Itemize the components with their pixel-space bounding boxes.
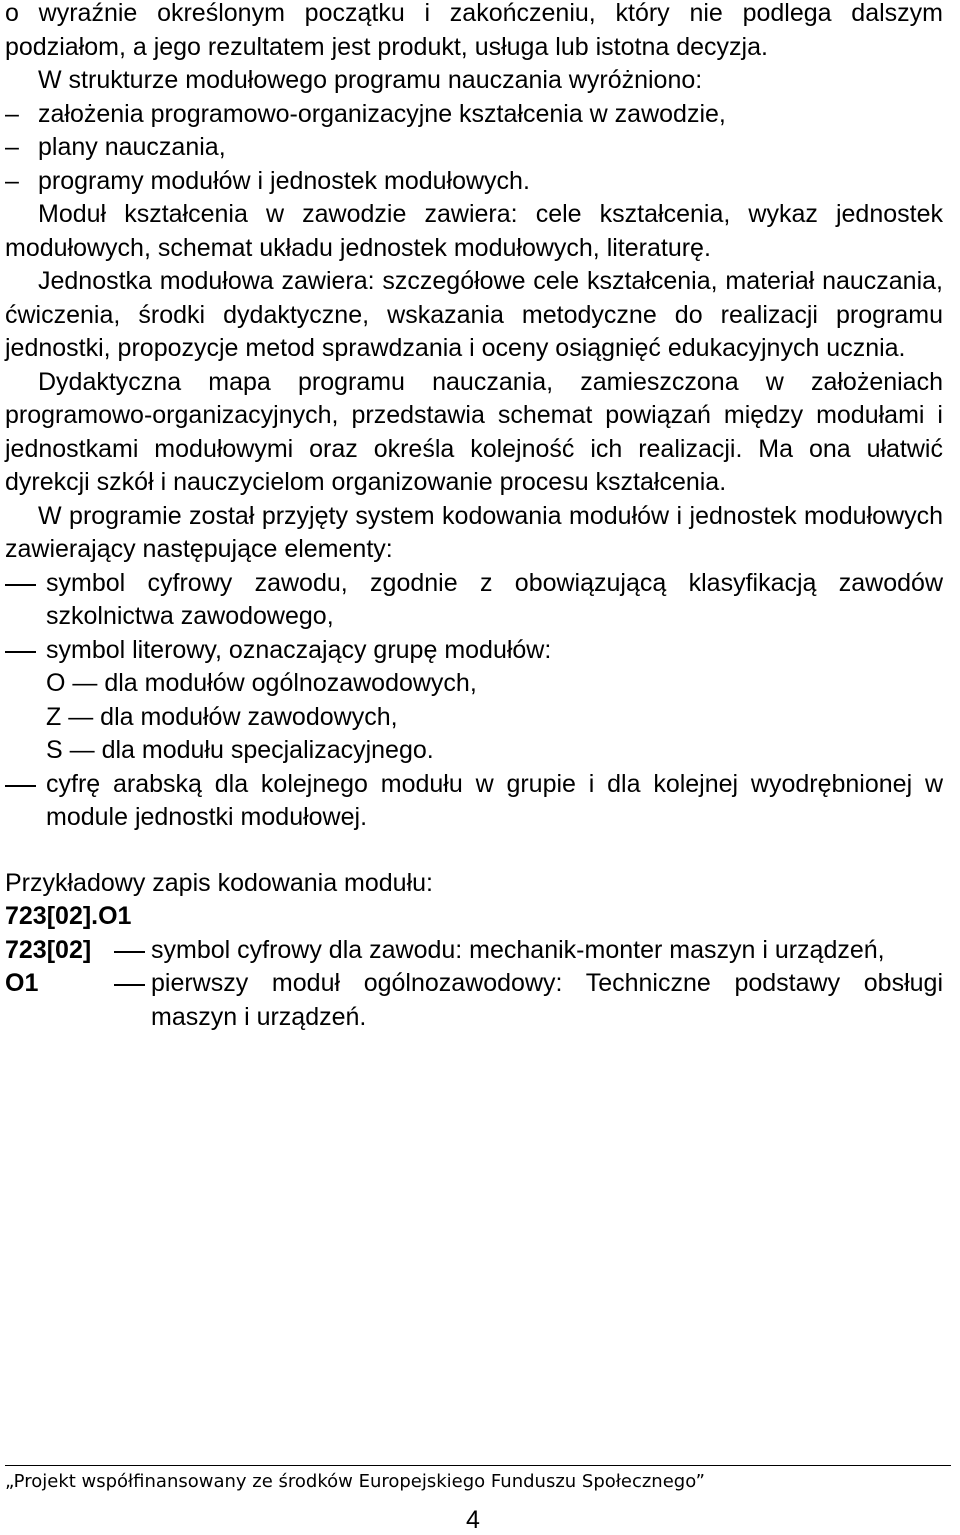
structure-item: – plany nauczania,	[5, 131, 943, 165]
example-row-key: 723[02]	[5, 935, 92, 964]
paragraph-didactic-map: Dydaktyczna mapa programu nauczania, zamieszczona w założeniach programowo-organizacyjnych, przedstawia schemat powiązań między modułami i jednostkami modułowymi oraz określa kolejność ich realizacji. Ma ona ułatwić dyrekcji szkół i nauczycielom organizowanie procesu kształcenia.	[5, 367, 943, 496]
example-intro: Przykładowy zapis kodowania modułu:	[5, 868, 433, 897]
example-code: 723[02].O1	[5, 902, 132, 930]
footer-text: „Projekt współfinansowany ze środków Europejskiego Funduszu Społecznego”	[5, 1471, 705, 1492]
example-row-text: symbol cyfrowy dla zawodu: mechanik-monter maszyn i urządzeń,	[151, 935, 885, 964]
dash-mark	[110, 967, 151, 1034]
page-footer	[5, 1465, 951, 1495]
example-row	[5, 934, 943, 968]
coding-item: cyfrę arabską dla kolejnego modułu w grupie i dla kolejnej wyodrębnionej w module jednostki modułowej.	[5, 768, 943, 835]
coding-item: symbol cyfrowy zawodu, zgodnie z obowiązującą klasyfikacją zawodów szkolnictwa zawodowego,	[5, 567, 943, 634]
spacer	[5, 835, 943, 867]
example-row-text: pierwszy moduł ogólnozawodowy: Techniczne podstawy obsługi maszyn i urządzeń.	[151, 969, 943, 1031]
structure-item: – założenia programowo-organizacyjne kształcenia w zawodzie,	[5, 98, 943, 132]
paragraph-structure-intro: W strukturze modułowego programu nauczania wyróżniono:	[38, 66, 703, 94]
paragraph-continuation: o wyraźnie określonym początku i zakończeniu, który nie podlega dalszym podziałom, a jego rezultatem jest produkt, usługa lub istotna decyzja.	[5, 0, 943, 61]
example-row-key: O1	[5, 969, 39, 997]
document-body	[5, 0, 943, 1034]
page-number: 4	[466, 1506, 480, 1534]
paragraph-coding-intro: W programie został przyjęty system kodowania modułów i jednostek modułowych zawierający następujące elementy:	[5, 501, 943, 563]
paragraph-unit: Jednostka modułowa zawiera: szczegółowe cele kształcenia, materiał nauczania, ćwiczenia, środki dydaktyczne, wskazania metodyczne do realizacji programu jednostki, propozycje metod sprawdzania i oceny osiągnięć edukacyjnych ucznia.	[5, 267, 943, 362]
module-group: Z — dla modułów zawodowych,	[46, 702, 398, 731]
module-group: O — dla modułów ogólnozawodowych,	[46, 669, 477, 697]
structure-item: – programy modułów i jednostek modułowych.	[5, 165, 943, 199]
module-group: S — dla modułu specjalizacyjnego.	[46, 736, 434, 764]
coding-item: symbol literowy, oznaczający grupę modułów:	[5, 634, 943, 668]
dash-mark	[110, 934, 151, 968]
example-row	[5, 967, 943, 1034]
paragraph-module: Moduł kształcenia w zawodzie zawiera: cele kształcenia, wykaz jednostek modułowych, schemat układu jednostek modułowych, literaturę.	[5, 200, 943, 262]
